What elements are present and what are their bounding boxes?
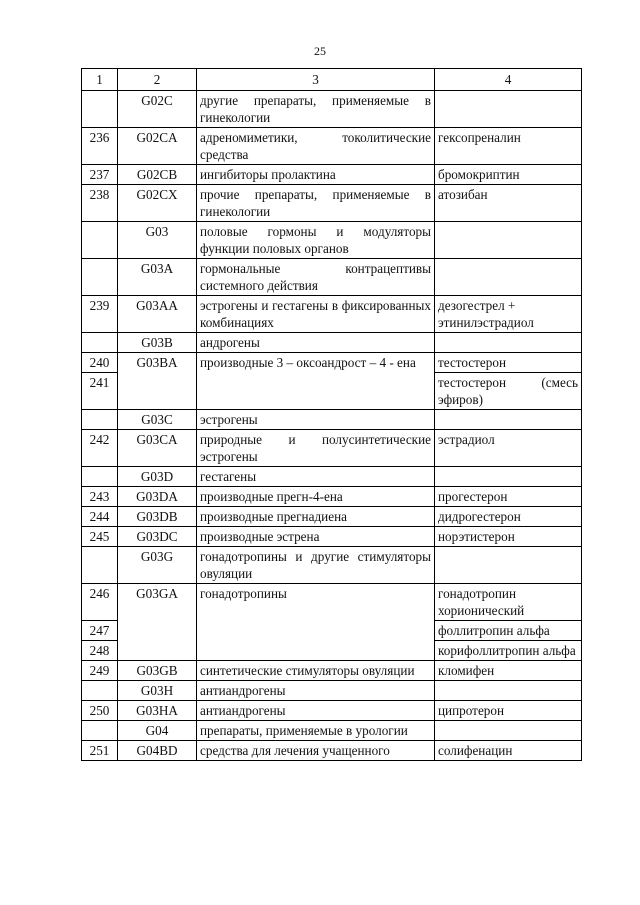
- row-number: [82, 721, 118, 741]
- atc-code: G03H: [118, 681, 197, 701]
- table-row: [82, 410, 582, 430]
- table-row: [82, 487, 582, 507]
- table-row: [82, 185, 582, 222]
- drug-name: дидрогестерон: [435, 507, 582, 527]
- drug-name: солифенацин: [435, 741, 582, 761]
- table-row: [82, 259, 582, 296]
- row-number: 249: [82, 661, 118, 681]
- row-number: 244: [82, 507, 118, 527]
- group-description: производные прегнадиена: [197, 507, 435, 527]
- group-description: ингибиторы пролактина: [197, 165, 435, 185]
- row-number: [82, 547, 118, 584]
- atc-code: G03D: [118, 467, 197, 487]
- row-number: 246: [82, 584, 118, 621]
- table-row: [82, 165, 582, 185]
- drug-name: норэтистерон: [435, 527, 582, 547]
- atc-code: G03C: [118, 410, 197, 430]
- table-row: [82, 701, 582, 721]
- drug-name: [435, 410, 582, 430]
- group-description: гонадотропины и другие стимуляторы овуляции: [197, 547, 435, 584]
- drug-name: дезогестрел + этинилэстрадиол: [435, 296, 582, 333]
- atc-code: G02CX: [118, 185, 197, 222]
- group-description: другие препараты, применяемые в гинекологии: [197, 91, 435, 128]
- row-number: 250: [82, 701, 118, 721]
- column-header: 1: [82, 69, 118, 91]
- atc-code: G04: [118, 721, 197, 741]
- drug-name: бромокриптин: [435, 165, 582, 185]
- row-number: 248: [82, 641, 118, 661]
- table-row: [82, 584, 582, 621]
- drug-name: прогестерон: [435, 487, 582, 507]
- drug-name: эстрадиол: [435, 430, 582, 467]
- drug-name: гонадотропин хорионический: [435, 584, 582, 621]
- drug-name: [435, 681, 582, 701]
- drug-name: [435, 222, 582, 259]
- table-row: [82, 507, 582, 527]
- row-number: 238: [82, 185, 118, 222]
- table-row: [82, 296, 582, 333]
- atc-code: G03DC: [118, 527, 197, 547]
- drug-name: [435, 259, 582, 296]
- atc-code: G03: [118, 222, 197, 259]
- row-number: [82, 259, 118, 296]
- group-description: производные 3 – оксоандрост – 4 - ена: [197, 353, 435, 410]
- group-description: средства для лечения учащенного: [197, 741, 435, 761]
- table-row: [82, 721, 582, 741]
- table-header-row: [82, 69, 582, 91]
- atc-code: G03B: [118, 333, 197, 353]
- table-row: [82, 741, 582, 761]
- table-row: [82, 91, 582, 128]
- atc-code: G03DB: [118, 507, 197, 527]
- row-number: [82, 467, 118, 487]
- group-description: адреномиметики, токолитические средства: [197, 128, 435, 165]
- table-row: [82, 681, 582, 701]
- drug-name: [435, 547, 582, 584]
- group-description: препараты, применяемые в урологии: [197, 721, 435, 741]
- drug-name: тестостерон: [435, 353, 582, 373]
- drug-name: [435, 333, 582, 353]
- row-number: 247: [82, 621, 118, 641]
- atc-code: G03HA: [118, 701, 197, 721]
- atc-code: G04BD: [118, 741, 197, 761]
- row-number: 240: [82, 353, 118, 373]
- group-description: гестагены: [197, 467, 435, 487]
- atc-code: G02C: [118, 91, 197, 128]
- group-description: антиандрогены: [197, 681, 435, 701]
- page-number: 25: [314, 44, 326, 58]
- drug-classification-table: [81, 68, 582, 761]
- row-number: [82, 410, 118, 430]
- table-row: [82, 467, 582, 487]
- drug-name: атозибан: [435, 185, 582, 222]
- table-row: [82, 430, 582, 467]
- group-description: половые гормоны и модуляторы функции половых органов: [197, 222, 435, 259]
- atc-code: G03DA: [118, 487, 197, 507]
- row-number: 237: [82, 165, 118, 185]
- drug-name: [435, 91, 582, 128]
- group-description: природные и полусинтетические эстрогены: [197, 430, 435, 467]
- atc-code: G03GB: [118, 661, 197, 681]
- table-row: [82, 222, 582, 259]
- drug-name: ципротерон: [435, 701, 582, 721]
- row-number: 245: [82, 527, 118, 547]
- group-description: эстрогены и гестагены в фиксированных комбинациях: [197, 296, 435, 333]
- atc-code: G03AA: [118, 296, 197, 333]
- table-row: [82, 527, 582, 547]
- atc-code: G03GA: [118, 584, 197, 661]
- drug-name: фоллитропин альфа: [435, 621, 582, 641]
- drug-name: [435, 467, 582, 487]
- row-number: 243: [82, 487, 118, 507]
- row-number: [82, 681, 118, 701]
- row-number: 251: [82, 741, 118, 761]
- row-number: [82, 91, 118, 128]
- drug-name: гексопреналин: [435, 128, 582, 165]
- drug-name: кломифен: [435, 661, 582, 681]
- row-number: 236: [82, 128, 118, 165]
- table-row: [82, 333, 582, 353]
- group-description: эстрогены: [197, 410, 435, 430]
- column-header: 4: [435, 69, 582, 91]
- atc-code: G03CA: [118, 430, 197, 467]
- table-row: [82, 353, 582, 373]
- atc-code: G03BA: [118, 353, 197, 410]
- group-description: производные эстрена: [197, 527, 435, 547]
- row-number: [82, 222, 118, 259]
- table-row: [82, 128, 582, 165]
- row-number: 242: [82, 430, 118, 467]
- drug-name: [435, 721, 582, 741]
- atc-code: G02CA: [118, 128, 197, 165]
- group-description: гормональные контрацептивы системного действия: [197, 259, 435, 296]
- table-row: [82, 661, 582, 681]
- column-header: 3: [197, 69, 435, 91]
- group-description: синтетические стимуляторы овуляции: [197, 661, 435, 681]
- group-description: производные прегн-4-ена: [197, 487, 435, 507]
- atc-code: G02CB: [118, 165, 197, 185]
- row-number: [82, 333, 118, 353]
- row-number: 239: [82, 296, 118, 333]
- group-description: андрогены: [197, 333, 435, 353]
- group-description: антиандрогены: [197, 701, 435, 721]
- drug-name: корифоллитропин альфа: [435, 641, 582, 661]
- table-row: [82, 547, 582, 584]
- column-header: 2: [118, 69, 197, 91]
- group-description: гонадотропины: [197, 584, 435, 661]
- drug-name: тестостерон (смесь эфиров): [435, 373, 582, 410]
- row-number: 241: [82, 373, 118, 410]
- group-description: прочие препараты, применяемые в гинекологии: [197, 185, 435, 222]
- atc-code: G03G: [118, 547, 197, 584]
- atc-code: G03A: [118, 259, 197, 296]
